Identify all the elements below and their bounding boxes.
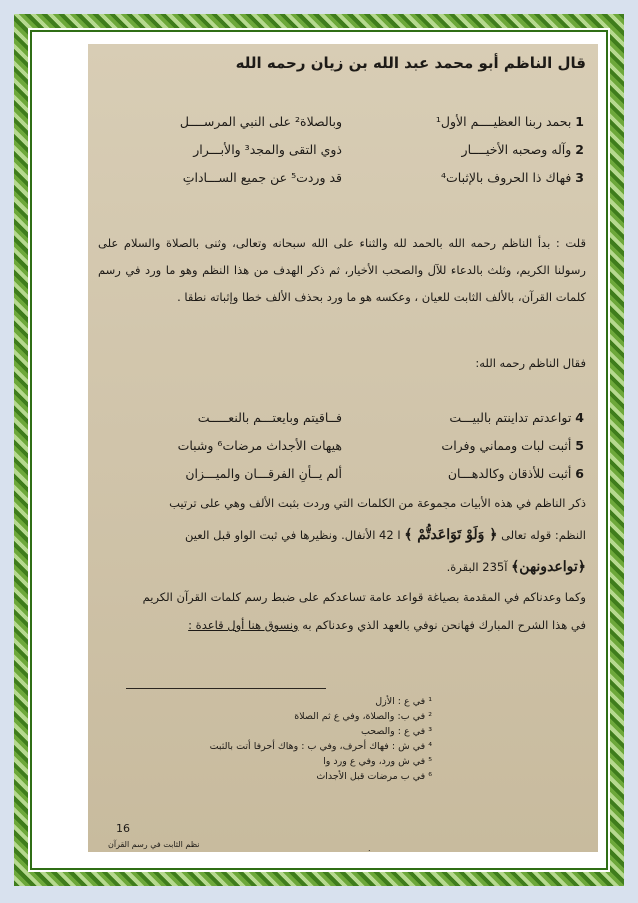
verse-left: ذوي التقى والمجد³ والأبـــرار (193, 142, 342, 157)
commentary-line: ﴿تواعدونهن﴾ آ235 البقرة. (446, 559, 586, 575)
verse-left: هيهات الأجداث مرضات⁶ وشبات (177, 438, 342, 453)
commentary-line: النظم: قوله تعالى ﴿ وَلَوْ تَوَاعَدتُّمْ ﴾ ا 42 الأنفال. ونظيرها في ثبت الواو قبل العين (185, 527, 586, 543)
verse-row (102, 410, 584, 432)
commentary-paragraph: قلت : بدأ الناظم رحمه الله بالحمد لله والثناء على الله سبحانه وتعالى، وثنى بالصلاة والسلام على رسولنا الكريم، وثلث بالدعاء للآل والصحب الأخيار، ثم ذكر الهدف من هذا النظم وهو ما ورد في رسم كلمات القرآن، بالألف الثابت للعيان ، وعكسه هو ما ورد بحذف الألف خطا وإثباته نطقا . (98, 236, 586, 304)
verse-row (102, 170, 584, 192)
verse-right: 4 تواعدتم تداينتم بالبيـــت (449, 410, 584, 425)
verse-right: 1 بحمد ربنا العظيــــم الأول¹ (435, 114, 584, 129)
verse-left: وبالصلاة² على النبي المرســــل (179, 114, 342, 129)
scanned-page (88, 44, 598, 852)
page-title: قال الناظم أبو محمد عبد الله بن زيان رحمه الله (235, 54, 586, 72)
verse-left: ألم يــأنِ الفرقـــان والميـــزان (185, 466, 342, 481)
footnote: ¹ في ع : الأزل (375, 696, 432, 707)
verse-row (102, 466, 584, 488)
footer-dot: . (368, 844, 371, 853)
underlined-phrase: ونسوق هنا أول قاعدة : (188, 618, 299, 632)
verse-row (102, 438, 584, 460)
verse-right: 6 أثبت للأذقان وكالدهـــان (447, 466, 584, 481)
footnotes (132, 694, 432, 784)
commentary-line: ذكر الناظم في هذه الأبيات مجموعة من الكلمات التي وردت بثبت الألف وهي على ترتيب (169, 496, 586, 510)
verse-row (102, 114, 584, 136)
verse-right: 2 وآله وصحبه الأخيــــار (461, 142, 584, 157)
quran-verse: ﴿تواعدونهن﴾ (511, 559, 586, 575)
footnote: ² في ب: والصلاة، وفي ع ثم الصلاة (294, 711, 432, 722)
verse-right: 3 فهاك ذا الحروف بالإثبات⁴ (441, 170, 584, 185)
verse-right: 5 أثبت لبات ومماني وفرات (441, 438, 584, 453)
footnote: ⁴ في ش : فهاك أحرف، وفي ب : وهاك أحرفا أتت بالثبت (209, 741, 432, 752)
footnote: ⁶ في ب مرضات قبل الأجداث (316, 771, 432, 782)
running-footer: نظم الثابت في رسم القرآن (108, 840, 200, 849)
footnote-rule (126, 688, 326, 689)
footnote: ⁵ في ش ورد، وفي ع ورد وا (323, 756, 432, 767)
commentary-line: في هذا الشرح المبارك فهانحن نوفي بالعهد الذي وعدناكم به ونسوق هنا أول قاعدة : (188, 618, 586, 632)
verse-left: فــاقيتم وبايعتـــم بالنعـــــت (197, 410, 342, 425)
verse-left: قد وردت⁵ عن جميع الســـاداتِ (182, 170, 342, 185)
footnote: ³ في ع : والصحب (360, 726, 432, 737)
quran-verse: ﴿ وَلَوْ تَوَاعَدتُّمْ ﴾ (404, 527, 498, 543)
verse-row (102, 142, 584, 164)
page-number: 16 (116, 822, 130, 835)
commentary-line: وكما وعدناكم في المقدمة بصياغة قواعد عامة تساعدكم على ضبط رسم كلمات القرآن الكريم (142, 590, 586, 604)
subheading: فقال الناظم رحمه الله: (475, 356, 586, 370)
